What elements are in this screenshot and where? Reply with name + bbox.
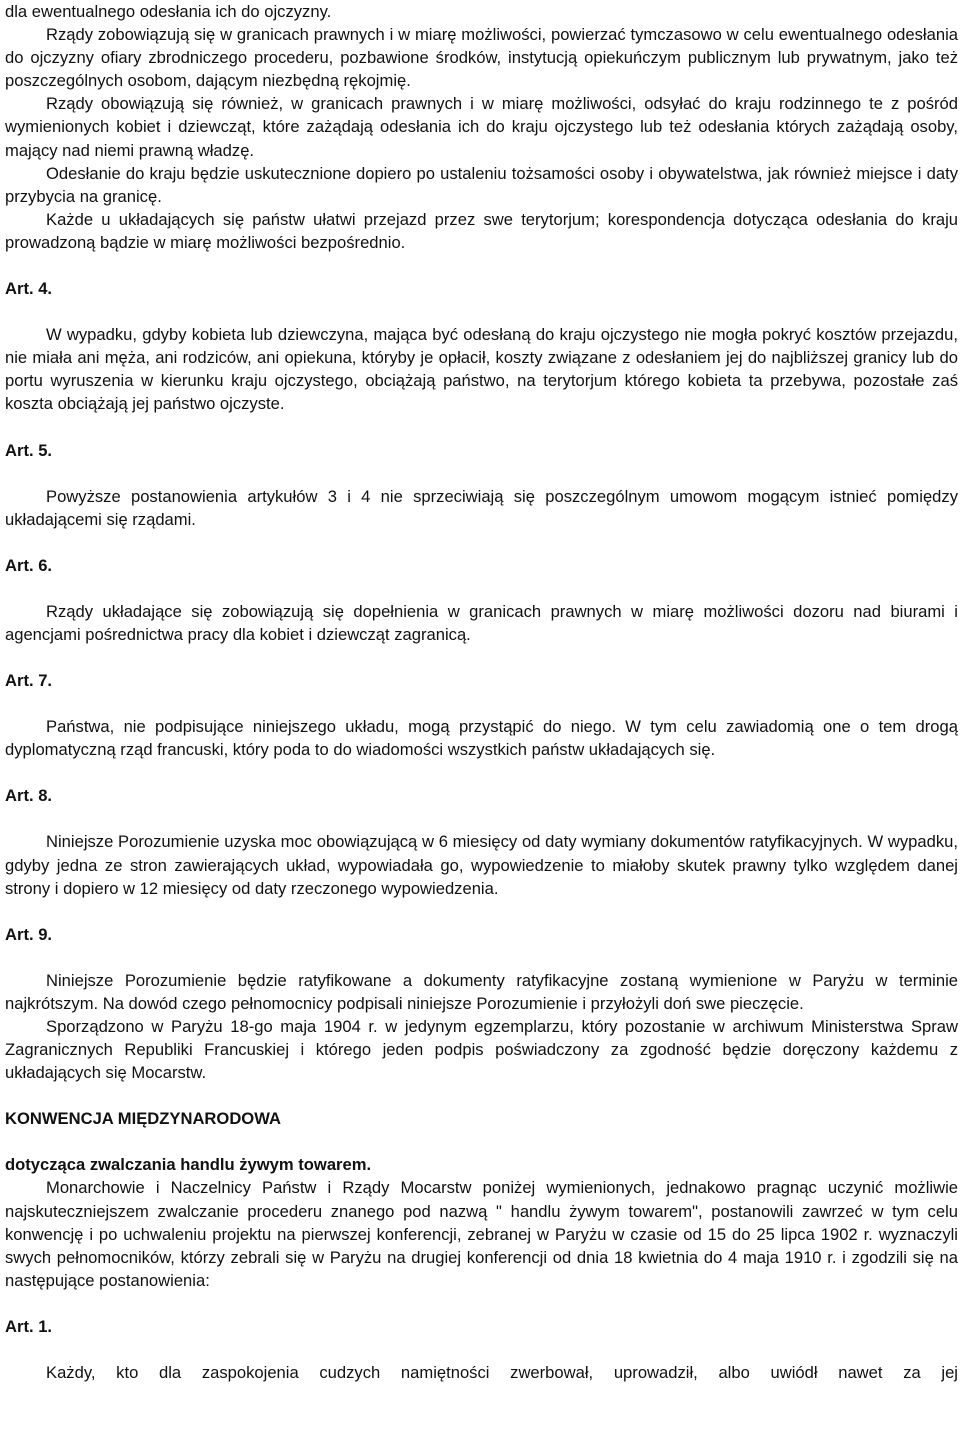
convention-subtitle: dotycząca zwalczania handlu żywym towarem. <box>5 1155 372 1175</box>
article-9-closing: Sporządzono w Paryżu 18-go maja 1904 r. w jedynym egzemplarzu, który pozostanie w archiwum Ministerstwa Spraw Zagranicznych Republiki Francuskiej i którego jeden podpis poświadczony za zgodność będzie doręczony każdemu z układających się Mocarstw. <box>5 1017 958 1083</box>
article-9-text: Niniejsze Porozumienie będzie ratyfikowane a dokumenty ratyfikacyjne zostaną wymienione w Paryżu w terminie najkrótszym. Na dowód czego pełnomocnicy podpisali niniejsze Porozumienie i przyłożyli doń swe pieczęcie. <box>5 970 958 1013</box>
paragraph-transit-facilitation: Każde u układających się państw ułatwi przejazd przez swe terytorjum; korespondencja dotycząca odesłania do kraju prowadzoną bądzie w miarę możliwości bezpośrednio. <box>5 209 958 252</box>
convention-article-1-heading: Art. 1. <box>5 1316 53 1336</box>
article-7-heading: Art. 7. <box>5 671 53 691</box>
paragraph-continuation: dla ewentualnego odesłania ich do ojczyzny. <box>5 2 332 21</box>
article-8-heading: Art. 8. <box>5 786 53 806</box>
article-5-heading: Art. 5. <box>5 440 53 460</box>
document-page <box>5 0 958 1384</box>
article-5-text: Powyższe postanowienia artykułów 3 i 4 nie sprzeciwiają się poszczególnym umowom mogącym istnieć pomiędzy układającemi się rządami. <box>5 486 958 529</box>
paragraph-repatriation-care: Rządy zobowiązują się w granicach prawnych i w miarę możliwości, powierzać tymczasowo w celu ewentualnego odesłania do ojczyzny ofiary zbrodniczego procederu, pozbawione środków, instytucją opiekuńczym publicznym lub prywatnym, jako też poszczególnych osobom, dającym niezbędną rękojmię. <box>5 25 958 91</box>
convention-preamble: Monarchowie i Naczelnicy Państw i Rządy Mocarstw poniżej wymienionych, jednakowo pragnąc uczynić możliwie najskuteczniejszem zwalczanie procederu znanego pod nazwą " handlu żywym towarem", postanowili zawrzeć w tym celu konwencję i po uchwaleniu projektu na pierwszej konferencji, zebranej w Paryżu w czasie od 15 do 25 lipca 1902 r. wyznaczyli swych pełnomocników, którzy zebrali się w Paryżu na drugiej konferencji od dnia 18 kwietnia do 4 maja 1910 r. i zgodzili się na następujące postanowienia: <box>5 1178 958 1290</box>
article-4-text: W wypadku, gdyby kobieta lub dziewczyna, mająca być odesłaną do kraju ojczystego nie mogła pokryć kosztów przejazdu, nie miała ani męża, ani rodziców, ani opiekuna, któryby je opłacił, koszty związane z odesłaniem jej do najbliższej granicy lub do portu wyruszenia w kierunku kraju ojczystego, obciążają państwo, na terytorjum którego kobieta ta przebywa, pozostałe zaś koszta obciążają jej państwo ojczyste. <box>5 325 958 414</box>
article-6-heading: Art. 6. <box>5 555 53 575</box>
article-9-heading: Art. 9. <box>5 924 53 944</box>
article-6-text: Rządy układające się zobowiązują się dopełnienia w granicach prawnych w miarę możliwości dozoru nad biurami i agencjami pośrednictwa pracy dla kobiet i dziewcząt zagranicą. <box>5 601 958 644</box>
article-4-heading: Art. 4. <box>5 279 53 299</box>
paragraph-repatriation-request: Rządy obowiązują się również, w granicach prawnych i w miarę możliwości, odsyłać do kraju rodzinnego te z pośród wymienionych kobiet i dziewcząt, które zażądają odesłania ich do kraju ojczystego lub też odesłania których zażądają osoby, mający nad niemi prawną władzę. <box>5 94 958 160</box>
paragraph-identity-verification: Odesłanie do kraju będzie uskutecznione dopiero po ustaleniu tożsamości osoby i obywatelstwa, jak również miejsce i daty przybycia na granicę. <box>5 163 958 206</box>
convention-title: KONWENCJA MIĘDZYNARODOWA <box>5 1109 281 1129</box>
convention-article-1-text: Każdy, kto dla zaspokojenia cudzych namiętności zwerbował, uprowadził, albo uwiódł nawet za jej <box>46 1363 958 1383</box>
article-7-text: Państwa, nie podpisujące niniejszego układu, mogą przystąpić do niego. W tym celu zawiadomią one o tem drogą dyplomatyczną rząd francuski, który poda to do wiadomości wszystkich państw układających się. <box>5 717 958 760</box>
article-8-text: Niniejsze Porozumienie uzyska moc obowiązującą w 6 miesięcy od daty wymiany dokumentów ratyfikacyjnych. W wypadku, gdyby jedna ze stron zawierających układ, wypowiadała go, wypowiedzenie to miałoby skutek prawny tylko względem danej strony i dopiero w 12 miesięcy od daty rzeczonego wypowiedzenia. <box>5 832 958 898</box>
